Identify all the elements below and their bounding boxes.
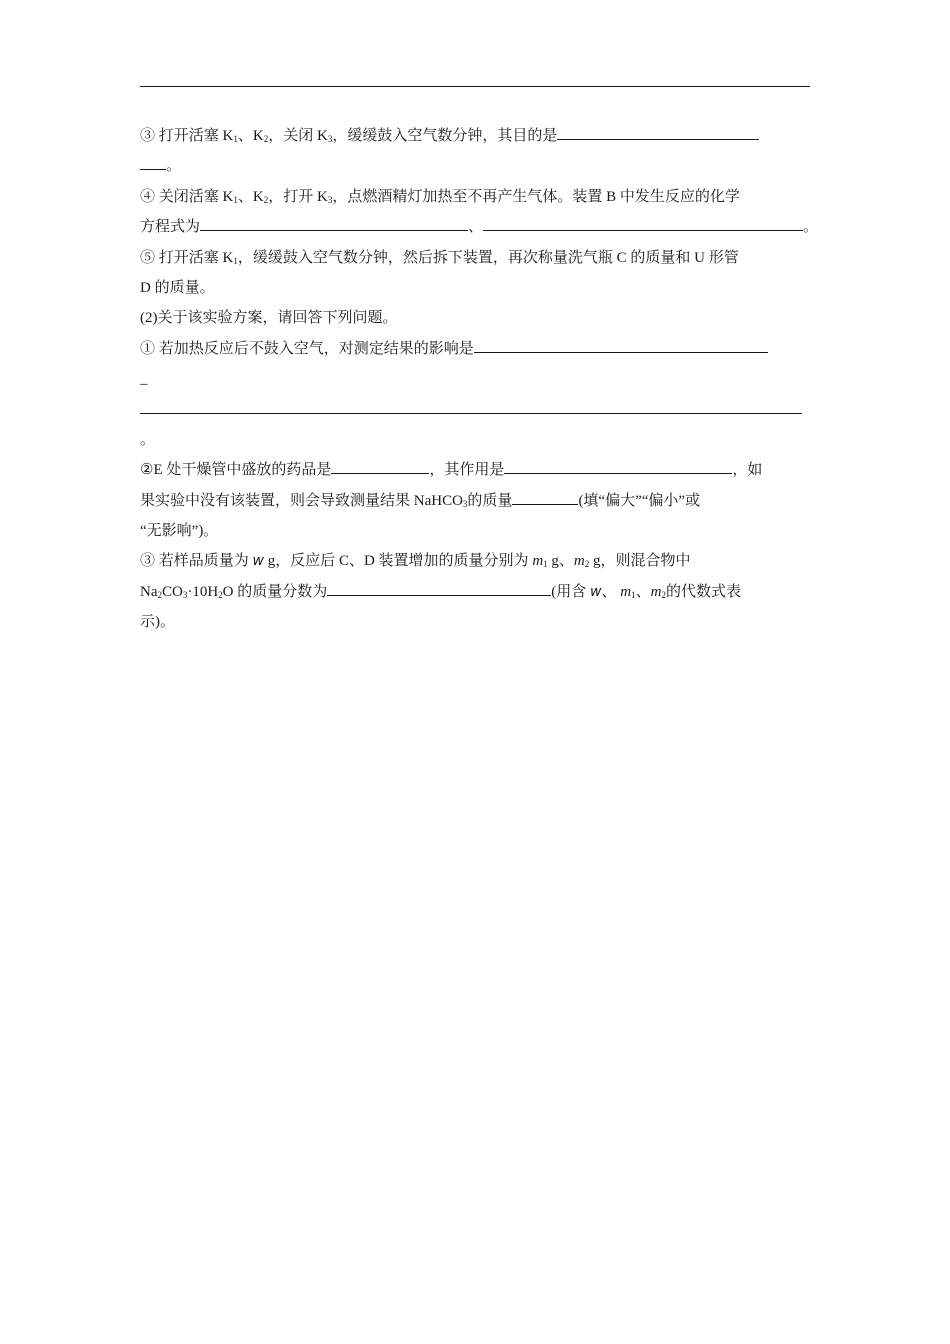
question-1-line-2: _ bbox=[140, 371, 148, 388]
variable-m2: m bbox=[573, 553, 585, 570]
step-4-line-1: ④ 关闭活塞 $K_1$、$K_2$，打开 $K_3$，点燃酒精灯加热至不再产生气体。装置 B 中发生反应的化学 bbox=[140, 188, 740, 205]
answer-blank[interactable] bbox=[483, 214, 803, 231]
step-5-text: ，缓缓鼓入空气数分钟，然后拆下装置，再次称量洗气瓶 C 的质量和 U 形管 bbox=[237, 249, 739, 266]
step-4-line-2: 方程式为 、 。 bbox=[140, 212, 810, 242]
step-3-line-1: ③ 打开活塞 $K_1$、$K_2$，关闭 $K_3$，缓缓鼓入空气数分钟，其目的是 bbox=[140, 121, 810, 151]
step-3-text: ，缓缓鼓入空气数分钟，其目的是 bbox=[332, 128, 558, 144]
variable-w: w bbox=[590, 583, 602, 600]
question-3-line-1: ③ 若样品质量为 w g，反应后 C、D 装置增加的质量分别为 $m_1$ g、$m_2$ g，则混合物中 bbox=[140, 553, 691, 570]
answer-blank[interactable] bbox=[331, 457, 429, 474]
question-3-line-3: 示)。 bbox=[140, 614, 175, 631]
question-3-line-2: $Na_2CO_3\cdot 10H_2O$ 的质量分数为 (用含 w、 $m_1$、$m_2$的代数式表 bbox=[140, 577, 810, 607]
step-4-text: ，点燃酒精灯加热至不再产生气体。装置 B 中发生反应的化学 bbox=[332, 188, 740, 205]
answer-blank[interactable] bbox=[140, 153, 166, 170]
question-1-line-1: ① 若加热反应后不鼓入空气，对测定结果的影响是 bbox=[140, 334, 810, 364]
question-2-line-1: ②E 处干燥管中盛放的药品是 ，其作用是 ，如 bbox=[140, 455, 810, 485]
variable-m1: m bbox=[532, 553, 544, 570]
step-5-line-2: D 的质量。 bbox=[140, 279, 215, 296]
step-3-label: ③ 打开活塞 bbox=[140, 128, 219, 144]
answer-blank[interactable] bbox=[474, 336, 768, 353]
variable-w: w bbox=[252, 553, 264, 570]
question-1-line-3 bbox=[140, 395, 810, 425]
question-1-line-4: 。 bbox=[140, 431, 156, 448]
answer-blank[interactable] bbox=[140, 397, 802, 414]
answer-blank[interactable] bbox=[200, 214, 468, 231]
variable-m2: m bbox=[650, 583, 662, 600]
step-5-label: ⑤ 打开活塞 bbox=[140, 249, 219, 266]
step-4-label: ④ 关闭活塞 bbox=[140, 188, 219, 205]
question-2-line-2: 果实验中没有该装置，则会导致测量结果 NaHCO$_3$的质量 (填“偏大”“偏小”或 bbox=[140, 486, 810, 516]
header-rule bbox=[140, 86, 810, 87]
step-3-line-2: 。 bbox=[140, 151, 810, 181]
answer-blank[interactable] bbox=[327, 579, 551, 596]
document-body bbox=[140, 121, 819, 638]
answer-blank[interactable] bbox=[504, 457, 732, 474]
question-2-line-3: “无影响”)。 bbox=[140, 523, 219, 540]
step-5-line-1: ⑤ 打开活塞 $K_1$，缓缓鼓入空气数分钟，然后拆下装置，再次称量洗气瓶 C 的质量和 U 形管 bbox=[140, 249, 739, 266]
answer-blank[interactable] bbox=[512, 488, 578, 505]
variable-m1: m bbox=[620, 583, 632, 600]
part-2-heading: (2)关于该实验方案，请回答下列问题。 bbox=[140, 310, 398, 327]
answer-blank[interactable] bbox=[557, 123, 759, 140]
